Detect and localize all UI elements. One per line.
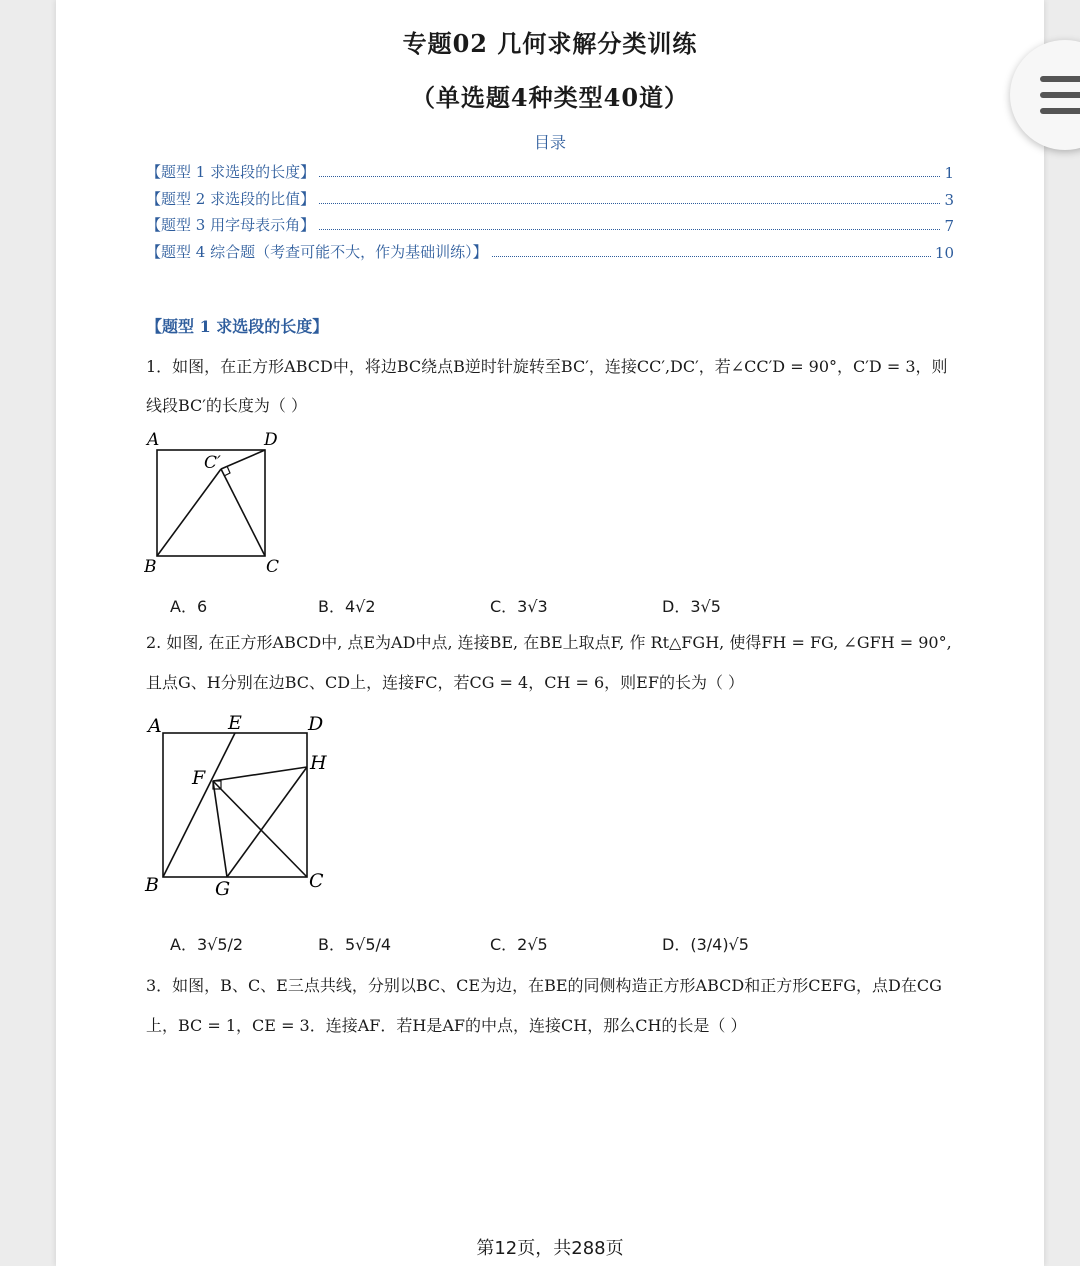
option-d[interactable]: D．3√5 — [662, 597, 721, 616]
point-label: E — [228, 712, 242, 734]
point-label: D — [308, 713, 324, 735]
option-b[interactable]: B．4√2 — [318, 597, 376, 616]
toc-entry-label: 【题型 2 求选段的比值】 — [146, 190, 316, 208]
option-a[interactable]: A．3√5/2 — [170, 935, 244, 954]
option-c[interactable]: C．2√5 — [490, 935, 548, 954]
toc-leader-dots — [319, 176, 940, 177]
point-label: H — [310, 752, 327, 774]
document-subtitle: （单选题4种类型40道） — [410, 83, 690, 112]
page-indicator: 第12页，共288页 — [476, 1238, 624, 1259]
hamburger-menu-icon — [1040, 92, 1080, 98]
question-1-line-2: 线段BC′的长度为（ ） — [146, 396, 308, 415]
point-label: C — [266, 557, 280, 577]
point-label: G — [215, 878, 231, 900]
toc-entry[interactable] — [146, 242, 954, 262]
segment-fc — [213, 781, 307, 877]
toc-entry-label: 【题型 4 综合题（考查可能不大，作为基础训练）】 — [146, 243, 488, 261]
point-label: B — [145, 874, 159, 896]
segment-fg — [213, 781, 227, 877]
question-3-line-1: 3．如图，B、C、E三点共线，分别以BC、CE为边，在BE的同侧构造正方形ABCD和正方形CEFG，点D在CG — [146, 976, 942, 995]
question-2-line-1: 2. 如图, 在正方形ABCD中, 点E为AD中点, 连接BE, 在BE上取点F, 作 Rt△FGH, 使得FH = FG, ∠GFH = 90°, — [146, 633, 952, 652]
toc-entry[interactable] — [146, 162, 954, 182]
toc-leader-dots — [319, 203, 940, 204]
figure-square-triangle — [144, 710, 334, 905]
hamburger-menu-icon — [1040, 76, 1080, 82]
figure-square-rotation — [144, 428, 284, 578]
toc-heading: 目录 — [533, 133, 566, 152]
option-d[interactable]: D．(3/4)√5 — [662, 935, 749, 954]
point-label: C′ — [204, 453, 221, 473]
point-label: A — [148, 715, 162, 737]
section-heading: 【题型 1 求选段的长度】 — [146, 317, 329, 336]
toc-entry-page: 3 — [944, 191, 954, 209]
option-b[interactable]: B．5√5/4 — [318, 935, 392, 954]
document-title: 专题02 几何求解分类训练 — [402, 29, 698, 58]
toc-entry[interactable] — [146, 215, 954, 235]
option-a[interactable]: A．6 — [170, 597, 208, 616]
point-label: B — [144, 557, 157, 577]
point-label: D — [264, 430, 278, 450]
segment-fh — [213, 767, 307, 781]
document-page — [56, 0, 1044, 1266]
segment-cc-prime — [221, 469, 265, 556]
question-1-line-1: 1．如图，在正方形ABCD中，将边BC绕点B逆时针旋转至BC′，连接CC′,DC′，若∠CC′D = 90°，C′D = 3，则 — [146, 357, 948, 376]
option-c[interactable]: C．3√3 — [490, 597, 548, 616]
toc-entry-page: 7 — [944, 217, 954, 235]
toc-entry[interactable] — [146, 189, 954, 209]
segment-gh — [227, 767, 307, 877]
point-label: F — [192, 767, 206, 789]
toc-leader-dots — [319, 229, 940, 230]
question-2-line-2: 且点G、H分别在边BC、CD上，连接FC，若CG = 4，CH = 6，则EF的长为（ ） — [146, 673, 745, 692]
toc-leader-dots — [492, 256, 931, 257]
toc-entry-label: 【题型 3 用字母表示角】 — [146, 216, 316, 234]
toc-entry-page: 10 — [934, 244, 954, 262]
toc-entry-label: 【题型 1 求选段的长度】 — [146, 163, 316, 181]
hamburger-menu-icon — [1040, 108, 1080, 114]
toc-entry-page: 1 — [944, 164, 954, 182]
point-label: C — [309, 870, 324, 892]
question-3-line-2: 上，BC = 1，CE = 3．连接AF．若H是AF的中点，连接CH，那么CH的长是（ ） — [146, 1016, 747, 1035]
segment-bc-prime — [157, 469, 221, 556]
point-label: A — [147, 430, 160, 450]
